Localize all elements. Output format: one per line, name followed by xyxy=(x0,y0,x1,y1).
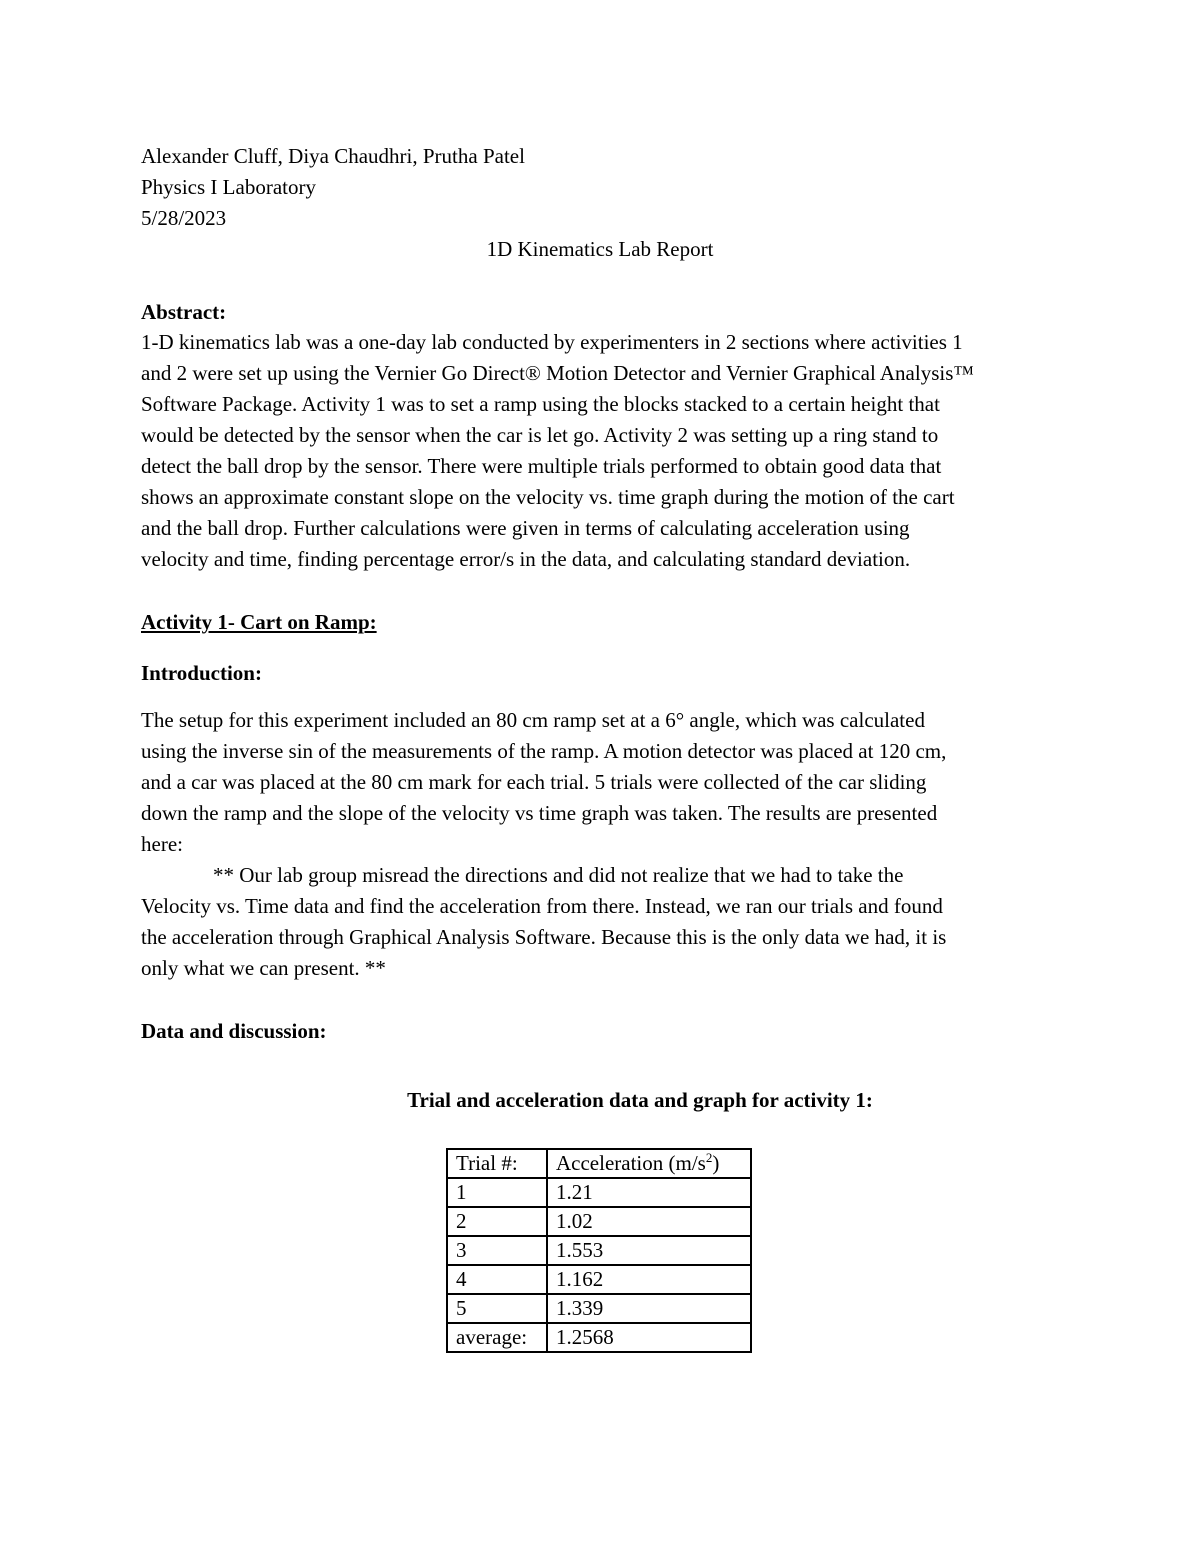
trial-cell: 4 xyxy=(447,1265,547,1294)
abstract-line: Software Package. Activity 1 was to set a ramp using the blocks stacked to a certain height that xyxy=(141,392,940,416)
header-acceleration-exponent: 2 xyxy=(705,1150,713,1165)
header-acceleration-close: ) xyxy=(712,1151,720,1175)
table-row xyxy=(447,1294,751,1323)
trial-cell: 3 xyxy=(447,1236,547,1265)
table-row xyxy=(447,1207,751,1236)
activity1-heading: Activity 1- Cart on Ramp: xyxy=(141,610,377,634)
trial-cell: average: xyxy=(447,1323,547,1352)
intro-line: here: xyxy=(141,832,183,856)
header-acceleration xyxy=(547,1149,751,1178)
introduction-heading: Introduction: xyxy=(141,661,262,685)
trial-cell: 5 xyxy=(447,1294,547,1323)
abstract-body xyxy=(141,327,1062,575)
acceleration-cell: 1.02 xyxy=(547,1207,751,1236)
trial-cell: 1 xyxy=(447,1178,547,1207)
table-row xyxy=(447,1236,751,1265)
table-caption: Trial and acceleration data and graph for activity 1: xyxy=(407,1088,873,1112)
intro-line: down the ramp and the slope of the velocity vs time graph was taken. The results are presented xyxy=(141,801,938,825)
note-line: ** Our lab group misread the directions and did not realize that we had to take the xyxy=(213,863,904,887)
abstract-line: and the ball drop. Further calculations were given in terms of calculating acceleration using xyxy=(141,516,910,540)
intro-line: and a car was placed at the 80 cm mark for each trial. 5 trials were collected of the car sliding xyxy=(141,770,927,794)
data-discussion-heading: Data and discussion: xyxy=(141,1019,327,1043)
note-line: Velocity vs. Time data and find the acceleration from there. Instead, we ran our trials and found xyxy=(141,894,943,918)
table-row xyxy=(447,1323,751,1352)
acceleration-cell: 1.339 xyxy=(547,1294,751,1323)
acceleration-table xyxy=(446,1148,752,1353)
abstract-heading: Abstract: xyxy=(141,300,227,324)
intro-line: The setup for this experiment included an 80 cm ramp set at a 6° angle, which was calculated xyxy=(141,708,925,732)
header-acceleration-text: Acceleration (m/s xyxy=(556,1151,706,1175)
authors: Alexander Cluff, Diya Chaudhri, Prutha Patel xyxy=(141,144,525,168)
intro-line: using the inverse sin of the measurements of the ramp. A motion detector was placed at 120 cm, xyxy=(141,739,947,763)
acceleration-cell: 1.162 xyxy=(547,1265,751,1294)
table-row xyxy=(447,1265,751,1294)
note-line: the acceleration through Graphical Analysis Software. Because this is the only data we had, it is xyxy=(141,925,947,949)
abstract-line: velocity and time, finding percentage error/s in the data, and calculating standard deviation. xyxy=(141,547,911,571)
trial-cell: 2 xyxy=(447,1207,547,1236)
acceleration-cell: 1.2568 xyxy=(547,1323,751,1352)
abstract-line: shows an approximate constant slope on the velocity vs. time graph during the motion of the cart xyxy=(141,485,955,509)
report-title: 1D Kinematics Lab Report xyxy=(486,237,714,261)
acceleration-cell: 1.21 xyxy=(547,1178,751,1207)
table-row xyxy=(447,1178,751,1207)
abstract-line: would be detected by the sensor when the car is let go. Activity 2 was setting up a ring stand to xyxy=(141,423,939,447)
table-header-row xyxy=(447,1149,751,1178)
note-line: only what we can present. ** xyxy=(141,956,386,980)
course-name: Physics I Laboratory xyxy=(141,175,316,199)
abstract-line: 1-D kinematics lab was a one-day lab conducted by experimenters in 2 sections where activities 1 xyxy=(141,330,963,354)
introduction-body xyxy=(141,705,1062,984)
abstract-line: detect the ball drop by the sensor. There were multiple trials performed to obtain good data that xyxy=(141,454,942,478)
abstract-line: and 2 were set up using the Vernier Go Direct® Motion Detector and Vernier Graphical Analysis™ xyxy=(141,361,974,385)
header-trial: Trial #: xyxy=(447,1149,547,1178)
report-date: 5/28/2023 xyxy=(141,206,227,230)
acceleration-cell: 1.553 xyxy=(547,1236,751,1265)
